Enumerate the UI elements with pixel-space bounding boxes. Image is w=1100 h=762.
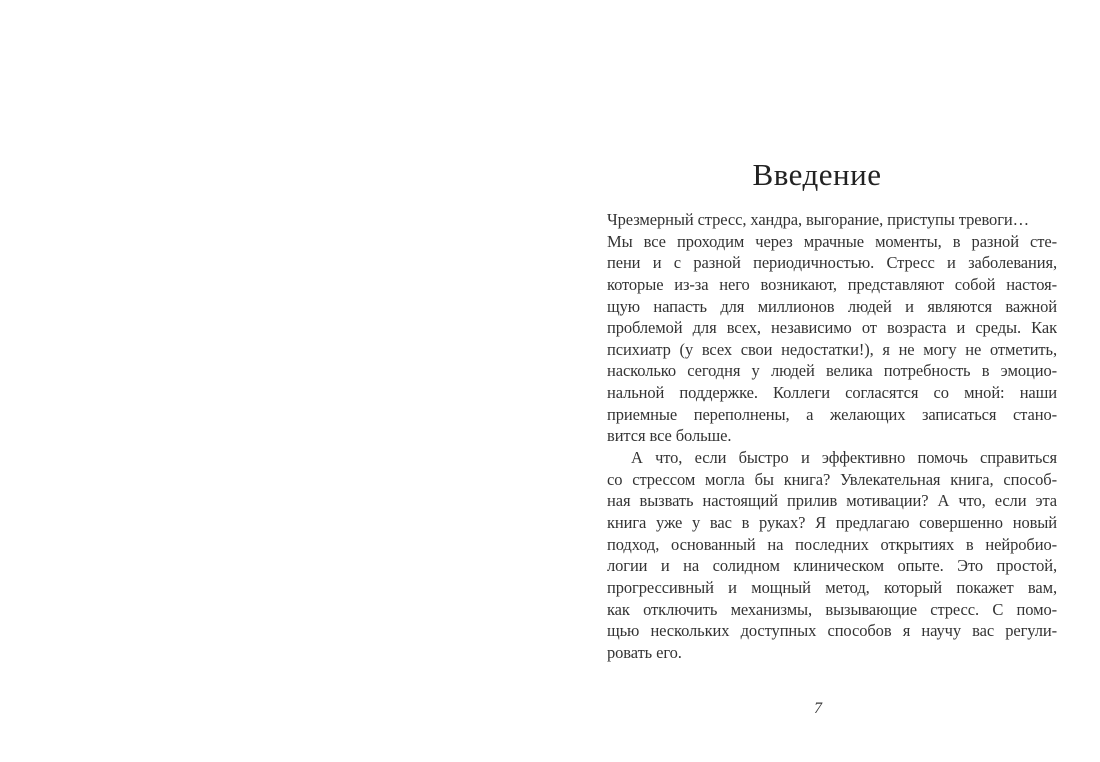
text-line: ровать его.: [607, 642, 682, 662]
text-line: вится все больше.: [607, 426, 732, 446]
text-line: которые из-за него возникают, представляют собой настоя-: [607, 274, 1057, 294]
text-line: логии и на солидном клиническом опыте. Это простой,: [607, 556, 1057, 576]
text-line: со стрессом могла бы книга? Увлекательная книга, способ-: [607, 469, 1057, 489]
body-text: [607, 209, 1057, 663]
paragraph: [607, 447, 1057, 663]
text-line: нальной поддержке. Коллеги согласятся со мной: наши: [607, 383, 1057, 403]
text-line: щую напасть для миллионов людей и являются важной: [607, 296, 1057, 316]
paragraph: [607, 209, 1057, 447]
text-line: подход, основанный на последних открытиях в нейробио-: [607, 534, 1057, 554]
page-number: 7: [814, 700, 822, 717]
text-line: книга уже у вас в руках? Я предлагаю совершенно новый: [607, 512, 1057, 532]
text-line: щью нескольких доступных способов я научу вас регули-: [607, 621, 1057, 641]
text-line: прогрессивный и мощный метод, который покажет вам,: [607, 577, 1057, 597]
text-line: ная вызвать настоящий прилив мотивации? А что, если эта: [607, 491, 1057, 511]
text-line: насколько сегодня у людей велика потребность в эмоцио-: [607, 361, 1057, 381]
text-line: проблемой для всех, независимо от возраста и среды. Как: [607, 318, 1057, 338]
text-line: психиатр (у всех свои недостатки!), я не могу не отметить,: [607, 339, 1057, 359]
text-line: Чрезмерный стресс, хандра, выгорание, приступы тревоги…: [607, 210, 1030, 229]
text-line: как отключить механизмы, вызывающие стресс. С помо-: [607, 599, 1057, 619]
text-line: пени и с разной периодичностью. Стресс и заболевания,: [607, 253, 1057, 273]
text-line: А что, если быстро и эффективно помочь справиться: [631, 448, 1057, 468]
chapter-title: Введение: [752, 157, 882, 192]
text-line: Мы все проходим через мрачные моменты, в разной сте-: [607, 231, 1057, 251]
text-line: приемные переполнены, а желающих записаться стано-: [607, 404, 1057, 424]
